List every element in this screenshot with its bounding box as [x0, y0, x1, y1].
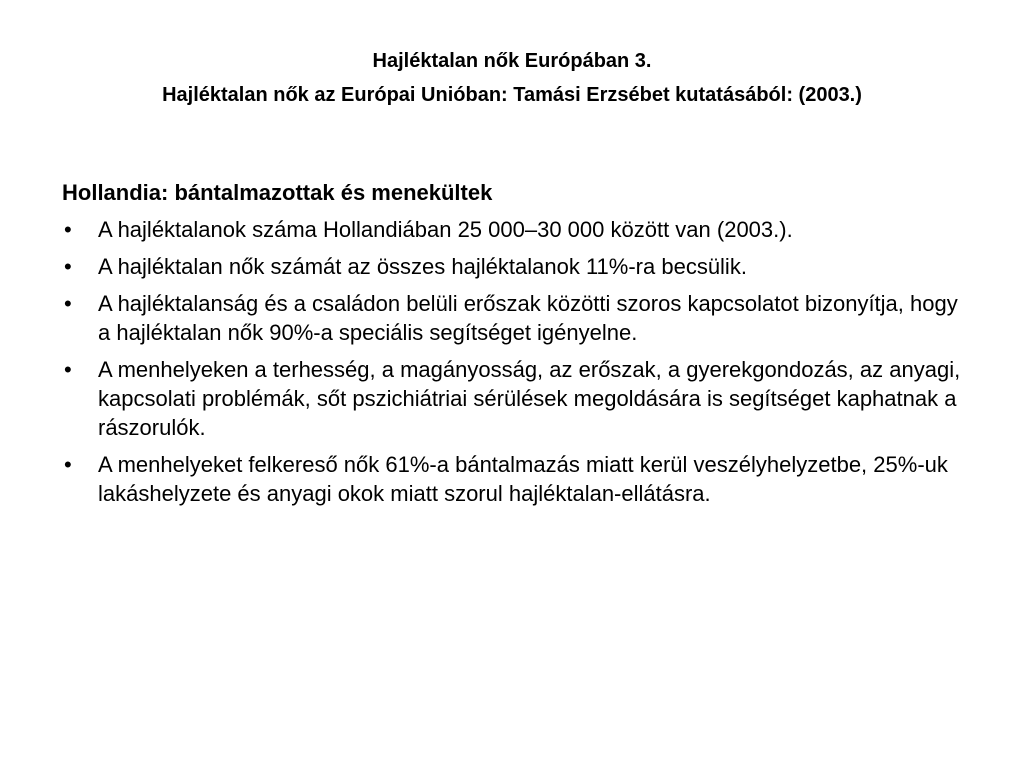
bullet-item — [62, 289, 962, 347]
bullet-text: A menhelyeket felkereső nők 61%-a bántalmazás miatt kerül veszélyhelyzetbe, 25%-uk lakáshelyzete és anyagi okok miatt szorul hajléktalan-ellátásra. — [98, 452, 948, 506]
bullet-text: A hajléktalan nők számát az összes hajléktalanok 11%-ra becsülik. — [98, 254, 747, 279]
bullet-icon: • — [64, 452, 72, 477]
title-line-2: Hajléktalan nők az Európai Unióban: Tamási Erzsébet kutatásából: (2003.) — [162, 84, 862, 106]
bullet-item — [62, 450, 962, 508]
section-heading: Hollandia: bántalmazottak és menekültek — [62, 180, 493, 205]
bullet-item — [62, 215, 962, 244]
slide-title — [40, 44, 984, 112]
title-line-1: Hajléktalan nők Európában 3. — [372, 50, 652, 72]
bullet-text: A menhelyeken a terhesség, a magányosság, az erőszak, a gyerekgondozás, az anyagi, kapcsolati problémák, sőt pszichiátriai sérülések megoldására is segítséget kaphatnak a rászorulók. — [98, 357, 961, 440]
slide-body — [62, 178, 962, 516]
bullet-item — [62, 252, 962, 281]
bullet-icon: • — [64, 254, 72, 279]
bullet-icon: • — [64, 217, 72, 242]
bullet-item — [62, 355, 962, 442]
bullet-icon: • — [64, 291, 72, 316]
bullet-list — [62, 215, 962, 508]
bullet-text: A hajléktalanság és a családon belüli erőszak közötti szoros kapcsolatot bizonyítja, hogy a hajléktalan nők 90%-a speciális segítséget igényelne. — [98, 291, 958, 345]
bullet-text: A hajléktalanok száma Hollandiában 25 000–30 000 között van (2003.). — [98, 217, 793, 242]
bullet-icon: • — [64, 357, 72, 382]
